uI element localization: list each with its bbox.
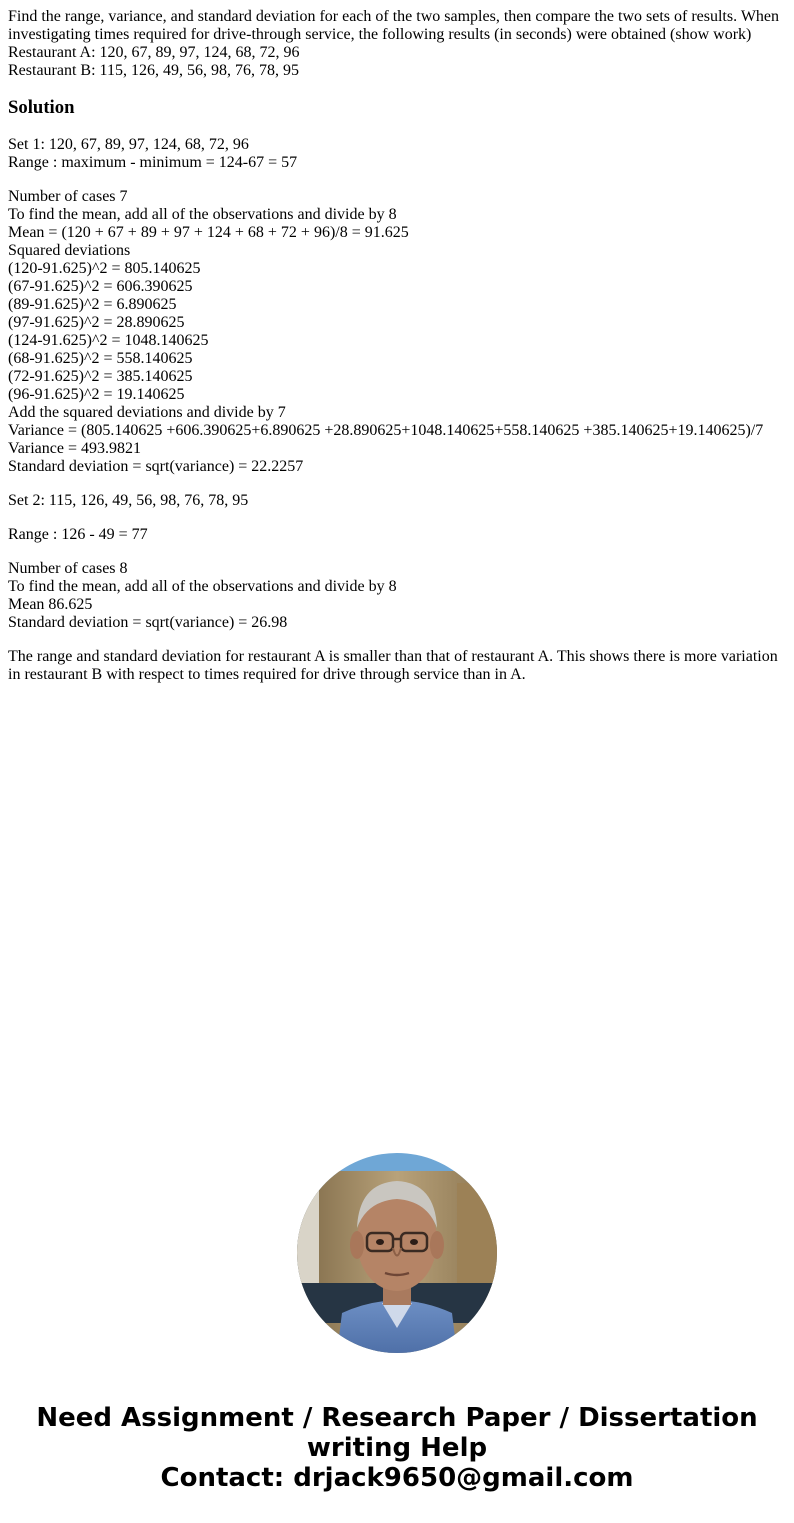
- set1-calculation: [8, 188, 786, 476]
- set1-std: Standard deviation = sqrt(variance) = 22.2257: [8, 458, 304, 475]
- set1-block: [8, 136, 786, 172]
- set2-std: Standard deviation = sqrt(variance) = 26.98: [8, 614, 288, 631]
- set2-header: Set 2: 115, 126, 49, 56, 98, 76, 78, 95: [8, 492, 249, 509]
- tutor-avatar: [297, 1153, 497, 1353]
- set1-add-instruction: Add the squared deviations and divide by 7: [8, 404, 286, 421]
- squared-deviation: (67-91.625)^2 = 606.390625: [8, 278, 193, 295]
- solution-heading: Solution: [8, 97, 75, 118]
- squared-deviation: (120-91.625)^2 = 805.140625: [8, 260, 201, 277]
- set2-block: [8, 492, 786, 510]
- squared-deviation: (96-91.625)^2 = 19.140625: [8, 386, 185, 403]
- set2-range: Range : 126 - 49 = 77: [8, 526, 148, 543]
- squared-deviation: (68-91.625)^2 = 558.140625: [8, 350, 193, 367]
- promo-line-1: Need Assignment / Research Paper / Dissertation: [36, 1403, 758, 1433]
- document-body: [8, 8, 786, 684]
- squared-deviation: (89-91.625)^2 = 6.890625: [8, 296, 177, 313]
- set1-variance-formula: Variance = (805.140625 +606.390625+6.890625 +28.890625+1048.140625+558.140625 +385.140625+19.140625)/7: [8, 422, 764, 439]
- squared-deviation: (97-91.625)^2 = 28.890625: [8, 314, 185, 331]
- squared-deviation: (72-91.625)^2 = 385.140625: [8, 368, 193, 385]
- question-block: [8, 8, 786, 80]
- tutor-photo: [297, 1153, 497, 1353]
- squared-deviation: (124-91.625)^2 = 1048.140625: [8, 332, 209, 349]
- set2-calculation: [8, 560, 786, 632]
- set1-mean-instruction: To find the mean, add all of the observations and divide by 8: [8, 206, 397, 223]
- restaurant-b-data: Restaurant B: 115, 126, 49, 56, 98, 76, 78, 95: [8, 62, 299, 79]
- promo-contact: Contact: drjack9650@gmail.com: [160, 1463, 634, 1493]
- set2-mean: Mean 86.625: [8, 596, 93, 613]
- set1-cases: Number of cases 7: [8, 188, 128, 205]
- set2-cases: Number of cases 8: [8, 560, 128, 577]
- conclusion-text: The range and standard deviation for restaurant A is smaller than that of restaurant A. This shows there is more variation in restaurant B with respect to times required for drive through service than in A.: [8, 648, 778, 683]
- set2-mean-instruction: To find the mean, add all of the observations and divide by 8: [8, 578, 397, 595]
- set1-range: Range : maximum - minimum = 124-67 = 57: [8, 154, 298, 171]
- restaurant-a-data: Restaurant A: 120, 67, 89, 97, 124, 68, 72, 96: [8, 44, 300, 61]
- set1-mean: Mean = (120 + 67 + 89 + 97 + 124 + 68 + 72 + 96)/8 = 91.625: [8, 224, 409, 241]
- conclusion-block: [8, 648, 786, 684]
- set1-header: Set 1: 120, 67, 89, 97, 124, 68, 72, 96: [8, 136, 249, 153]
- set2-range-block: [8, 526, 786, 544]
- promo-banner: [0, 1403, 794, 1493]
- question-text: Find the range, variance, and standard deviation for each of the two samples, then compare the two sets of results. When investigating times required for drive-through service, the following results (in seconds) were obtained (show work): [8, 8, 780, 43]
- set1-squared-title: Squared deviations: [8, 242, 131, 259]
- promo-line-2: writing Help: [306, 1433, 488, 1463]
- set1-variance: Variance = 493.9821: [8, 440, 141, 457]
